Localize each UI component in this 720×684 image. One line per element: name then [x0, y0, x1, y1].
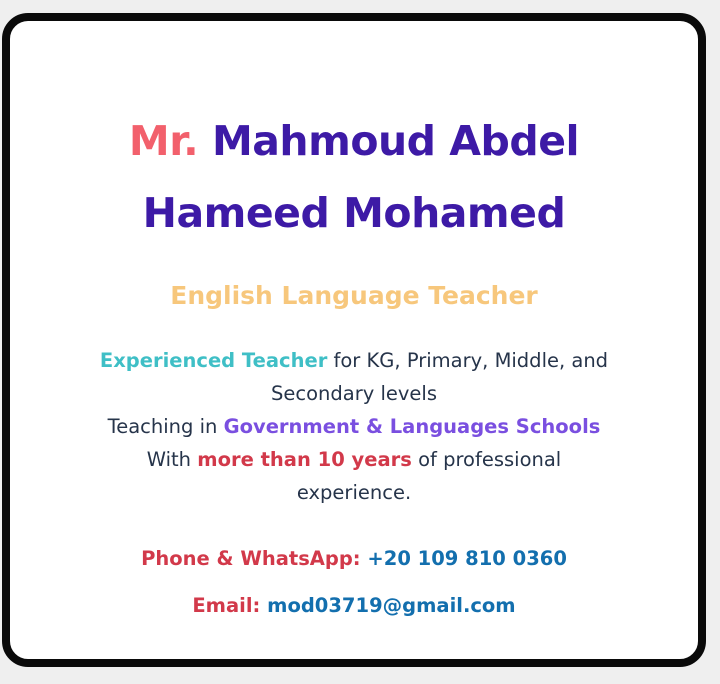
experienced-teacher-highlight: Experienced Teacher	[99, 349, 328, 372]
profile-card	[2, 13, 706, 667]
years-highlight: more than 10 years	[197, 448, 412, 471]
description-line-3	[58, 410, 650, 443]
email-label: Email:	[192, 594, 261, 617]
role-title: English Language Teacher	[170, 281, 538, 310]
description-line-2: Secondary levels	[271, 382, 437, 405]
description-line-1	[58, 344, 650, 377]
description-line-5: experience.	[296, 481, 412, 504]
teaching-in-text: Teaching in	[107, 415, 224, 438]
professional-text: of professional	[411, 448, 562, 471]
name-line-2: Hameed Mohamed	[142, 189, 566, 237]
email-address[interactable]: mod03719@gmail.com	[267, 594, 516, 617]
phone-label: Phone & WhatsApp:	[141, 547, 361, 570]
name-line-1: Mahmoud Abdel	[211, 117, 580, 165]
with-text: With	[146, 448, 198, 471]
description-line-4	[58, 443, 650, 476]
name-honorific: Mr.	[128, 117, 199, 165]
levels-text: for KG, Primary, Middle, and	[327, 349, 609, 372]
teacher-name	[10, 105, 698, 249]
phone-contact	[10, 544, 698, 574]
email-contact	[10, 591, 698, 621]
phone-number[interactable]: +20 109 810 0360	[367, 547, 567, 570]
experience-description	[58, 344, 650, 509]
schools-highlight: Government & Languages Schools	[223, 415, 601, 438]
